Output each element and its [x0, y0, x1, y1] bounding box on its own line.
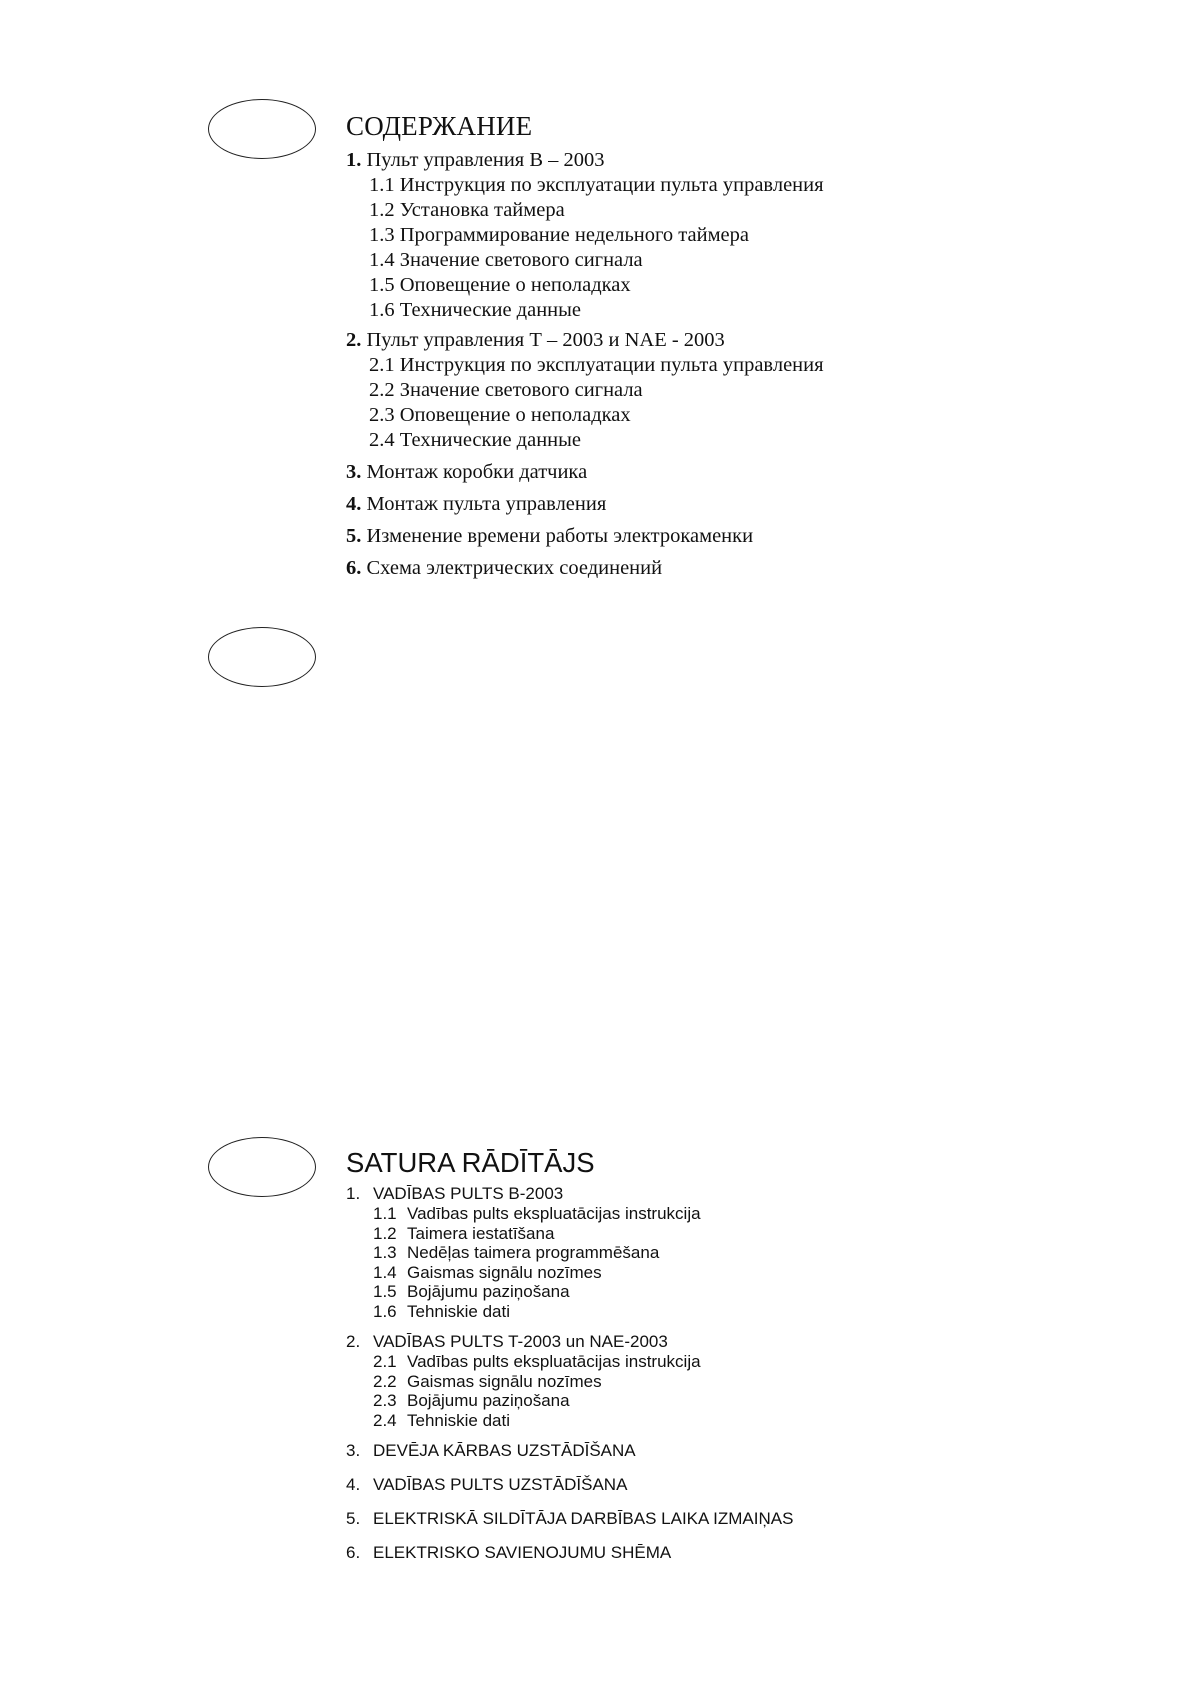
- section-label: Пульт управления Т – 2003 и NAE - 2003: [366, 329, 725, 351]
- subitem-label: Gaismas signālu nozīmes: [407, 1371, 602, 1391]
- subitem-number: 2.2: [373, 1371, 397, 1391]
- section-number: 4.: [346, 1475, 361, 1494]
- subitem-number: 1.3: [373, 1243, 397, 1262]
- toc-section-lv-3[interactable]: [346, 1441, 793, 1461]
- language-flag-oval-lv: [208, 1137, 316, 1197]
- toc-subitem[interactable]: [346, 1204, 793, 1224]
- subitem-number: 2.3: [373, 1391, 397, 1410]
- toc-section-lv-6[interactable]: [346, 1543, 793, 1563]
- section-number: 2.: [346, 1332, 361, 1351]
- toc-subitem[interactable]: [346, 1282, 793, 1302]
- toc-subitem[interactable]: 1.1 Инструкция по эксплуатации пульта управления: [369, 174, 824, 196]
- subitem-label: Bojājumu paziņošana: [407, 1282, 570, 1301]
- subitem-label: Tehniskie dati: [407, 1301, 511, 1321]
- subitem-number: 2.4: [373, 1410, 397, 1430]
- subitem-number: 1.4: [373, 1262, 397, 1282]
- subitem-label: Vadības pults ekspluatācijas instrukcija: [407, 1204, 701, 1223]
- toc-subitem[interactable]: [346, 1352, 793, 1372]
- toc-section-ru-2: [346, 328, 824, 453]
- toc-section-heading[interactable]: [346, 328, 824, 353]
- section-label: ELEKTRISKO SAVIENOJUMU SHĒMA: [373, 1543, 672, 1562]
- toc-section-ru-4[interactable]: [346, 492, 824, 517]
- section-label: ELEKTRISKĀ SILDĪTĀJA DARBĪBAS LAIKA IZMAIŅAS: [373, 1509, 794, 1528]
- toc-section-ru-3[interactable]: [346, 460, 824, 485]
- toc-subitem[interactable]: [346, 1243, 793, 1263]
- subitem-number: 2.1: [373, 1352, 397, 1371]
- toc-section-lv-1: [346, 1184, 793, 1321]
- toc-subitem[interactable]: [346, 1372, 793, 1392]
- toc-subitem[interactable]: [346, 1391, 793, 1411]
- toc-subitem[interactable]: 1.3 Программирование недельного таймера: [369, 224, 750, 246]
- section-number: 6.: [346, 557, 362, 579]
- toc-subitem[interactable]: 1.4 Значение светового сигнала: [369, 249, 643, 271]
- section-label: DEVĒJA KĀRBAS UZSTĀDĪŠANA: [373, 1441, 636, 1460]
- section-number: 5.: [346, 525, 362, 547]
- subitem-label: Vadības pults ekspluatācijas instrukcija: [407, 1352, 701, 1371]
- toc-section-heading[interactable]: [346, 1332, 793, 1352]
- section-number: 5.: [346, 1509, 361, 1528]
- subitem-number: 1.6: [373, 1301, 397, 1321]
- toc-subitem[interactable]: 2.2 Значение светового сигнала: [369, 379, 643, 401]
- section-label: Монтаж пульта управления: [366, 493, 607, 515]
- section-label: Монтаж коробки датчика: [366, 461, 588, 483]
- toc-section-lv-2: [346, 1332, 793, 1430]
- section-label: VADĪBAS PULTS T-2003 un NAE-2003: [373, 1332, 668, 1351]
- toc-section-ru-5[interactable]: [346, 524, 824, 549]
- language-flag-oval-blank: [208, 627, 316, 687]
- section-number: 2.: [346, 329, 362, 351]
- toc-subitem[interactable]: 2.1 Инструкция по эксплуатации пульта управления: [369, 354, 824, 376]
- section-label: Пульт управления B – 2003: [366, 149, 605, 171]
- toc-section-ru-6[interactable]: [346, 556, 824, 581]
- subitem-label: Nedēļas taimera programmēšana: [407, 1243, 660, 1262]
- section-label: VADĪBAS PULTS B-2003: [373, 1184, 564, 1203]
- toc-subitem[interactable]: 1.2 Установка таймера: [369, 199, 565, 221]
- subitem-label: Taimera iestatīšana: [407, 1223, 555, 1243]
- toc-subitem[interactable]: 2.4 Технические данные: [369, 429, 582, 451]
- subitem-label: Gaismas signālu nozīmes: [407, 1262, 602, 1282]
- section-number: 3.: [346, 461, 362, 483]
- toc-subitem[interactable]: [346, 1302, 793, 1322]
- toc-subitem[interactable]: [346, 1263, 793, 1283]
- subitem-label: Bojājumu paziņošana: [407, 1391, 570, 1410]
- toc-subitem[interactable]: [346, 1411, 793, 1431]
- subitem-label: Tehniskie dati: [407, 1410, 511, 1430]
- toc-russian: [346, 110, 824, 587]
- section-number: 4.: [346, 493, 362, 515]
- toc-section-lv-5[interactable]: [346, 1509, 793, 1529]
- language-flag-oval-ru: [208, 99, 316, 159]
- toc-section-ru-1: [346, 148, 824, 323]
- subitem-number: 1.2: [373, 1223, 397, 1243]
- section-label: VADĪBAS PULTS UZSTĀDĪŠANA: [373, 1475, 628, 1494]
- section-label: Схема электрических соединений: [366, 557, 663, 579]
- toc-title-ru: СОДЕРЖАНИЕ: [346, 111, 533, 141]
- section-number: 6.: [346, 1543, 361, 1562]
- section-number: 1.: [346, 1184, 361, 1203]
- toc-section-heading[interactable]: [346, 1184, 793, 1204]
- section-number: 3.: [346, 1441, 361, 1460]
- toc-subitem[interactable]: 1.6 Технические данные: [369, 299, 582, 321]
- toc-latvian: [346, 1146, 793, 1577]
- toc-section-lv-4[interactable]: [346, 1475, 793, 1495]
- subitem-number: 1.5: [373, 1282, 397, 1301]
- toc-title-lv: SATURA RĀDĪTĀJS: [346, 1147, 595, 1178]
- section-number: 1.: [346, 149, 362, 171]
- toc-subitem[interactable]: 2.3 Оповещение о неполадках: [369, 404, 631, 426]
- toc-subitem[interactable]: [346, 1224, 793, 1244]
- toc-subitem[interactable]: 1.5 Оповещение о неполадках: [369, 274, 631, 296]
- subitem-number: 1.1: [373, 1204, 397, 1223]
- section-label: Изменение времени работы электрокаменки: [366, 525, 754, 547]
- toc-section-heading[interactable]: [346, 148, 824, 173]
